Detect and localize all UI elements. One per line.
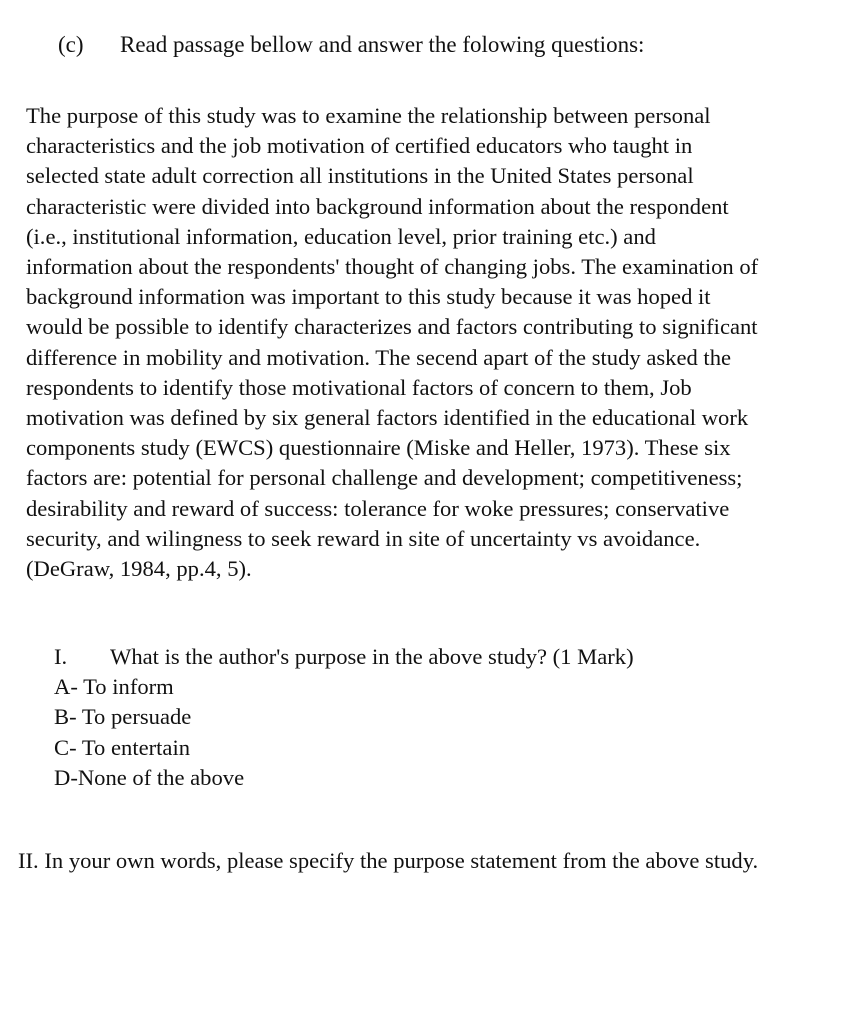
- section-label: (c): [58, 32, 84, 57]
- passage-line: desirability and reward of success: tolerance for woke pressures; conservative: [26, 495, 730, 521]
- question-1-text: What is the author's purpose in the above study? (1 Mark): [110, 644, 634, 669]
- question-1-prompt: [54, 642, 634, 672]
- passage-line: characteristic were divided into background information about the respondent: [26, 193, 729, 219]
- passage-line: would be possible to identify characterizes and factors contributing to significant: [26, 314, 758, 340]
- passage-line: security, and wilingness to seek reward in site of uncertainty vs avoidance.: [26, 525, 701, 551]
- reading-passage: [26, 101, 826, 584]
- passage-line: selected state adult correction all institutions in the United States personal: [26, 163, 694, 189]
- passage-line: components study (EWCS) questionnaire (Miske and Heller, 1973). These six: [26, 435, 731, 461]
- answer-options: [54, 672, 634, 793]
- passage-line: respondents to identify those motivational factors of concern to them, Job: [26, 374, 692, 400]
- question-1: [54, 642, 634, 793]
- question-2: II. In your own words, please specify the purpose statement from the above study.: [18, 848, 759, 873]
- passage-line: information about the respondents' thought of changing jobs. The examination of: [26, 254, 759, 280]
- passage-line: motivation was defined by six general factors identified in the educational work: [26, 405, 749, 431]
- passage-line: The purpose of this study was to examine the relationship between personal: [26, 103, 711, 128]
- passage-line: (i.e., institutional information, education level, prior training etc.) and: [26, 223, 656, 249]
- passage-line: (DeGraw, 1984, pp.4, 5).: [26, 556, 252, 582]
- option-d: D-None of the above: [54, 764, 245, 790]
- option-b: B- To persuade: [54, 704, 192, 730]
- passage-line: background information was important to this study because it was hoped it: [26, 284, 711, 310]
- section-instruction: Read passage bellow and answer the folowing questions:: [120, 32, 645, 57]
- question-1-number: I.: [54, 644, 68, 669]
- passage-line: factors are: potential for personal challenge and development; competitiveness;: [26, 465, 743, 491]
- option-c: C- To entertain: [54, 734, 191, 760]
- section-header: [58, 30, 644, 60]
- passage-line: difference in mobility and motivation. The secend apart of the study asked the: [26, 344, 732, 370]
- passage-line: characteristics and the job motivation of certified educators who taught in: [26, 133, 693, 159]
- option-a: A- To inform: [54, 674, 174, 700]
